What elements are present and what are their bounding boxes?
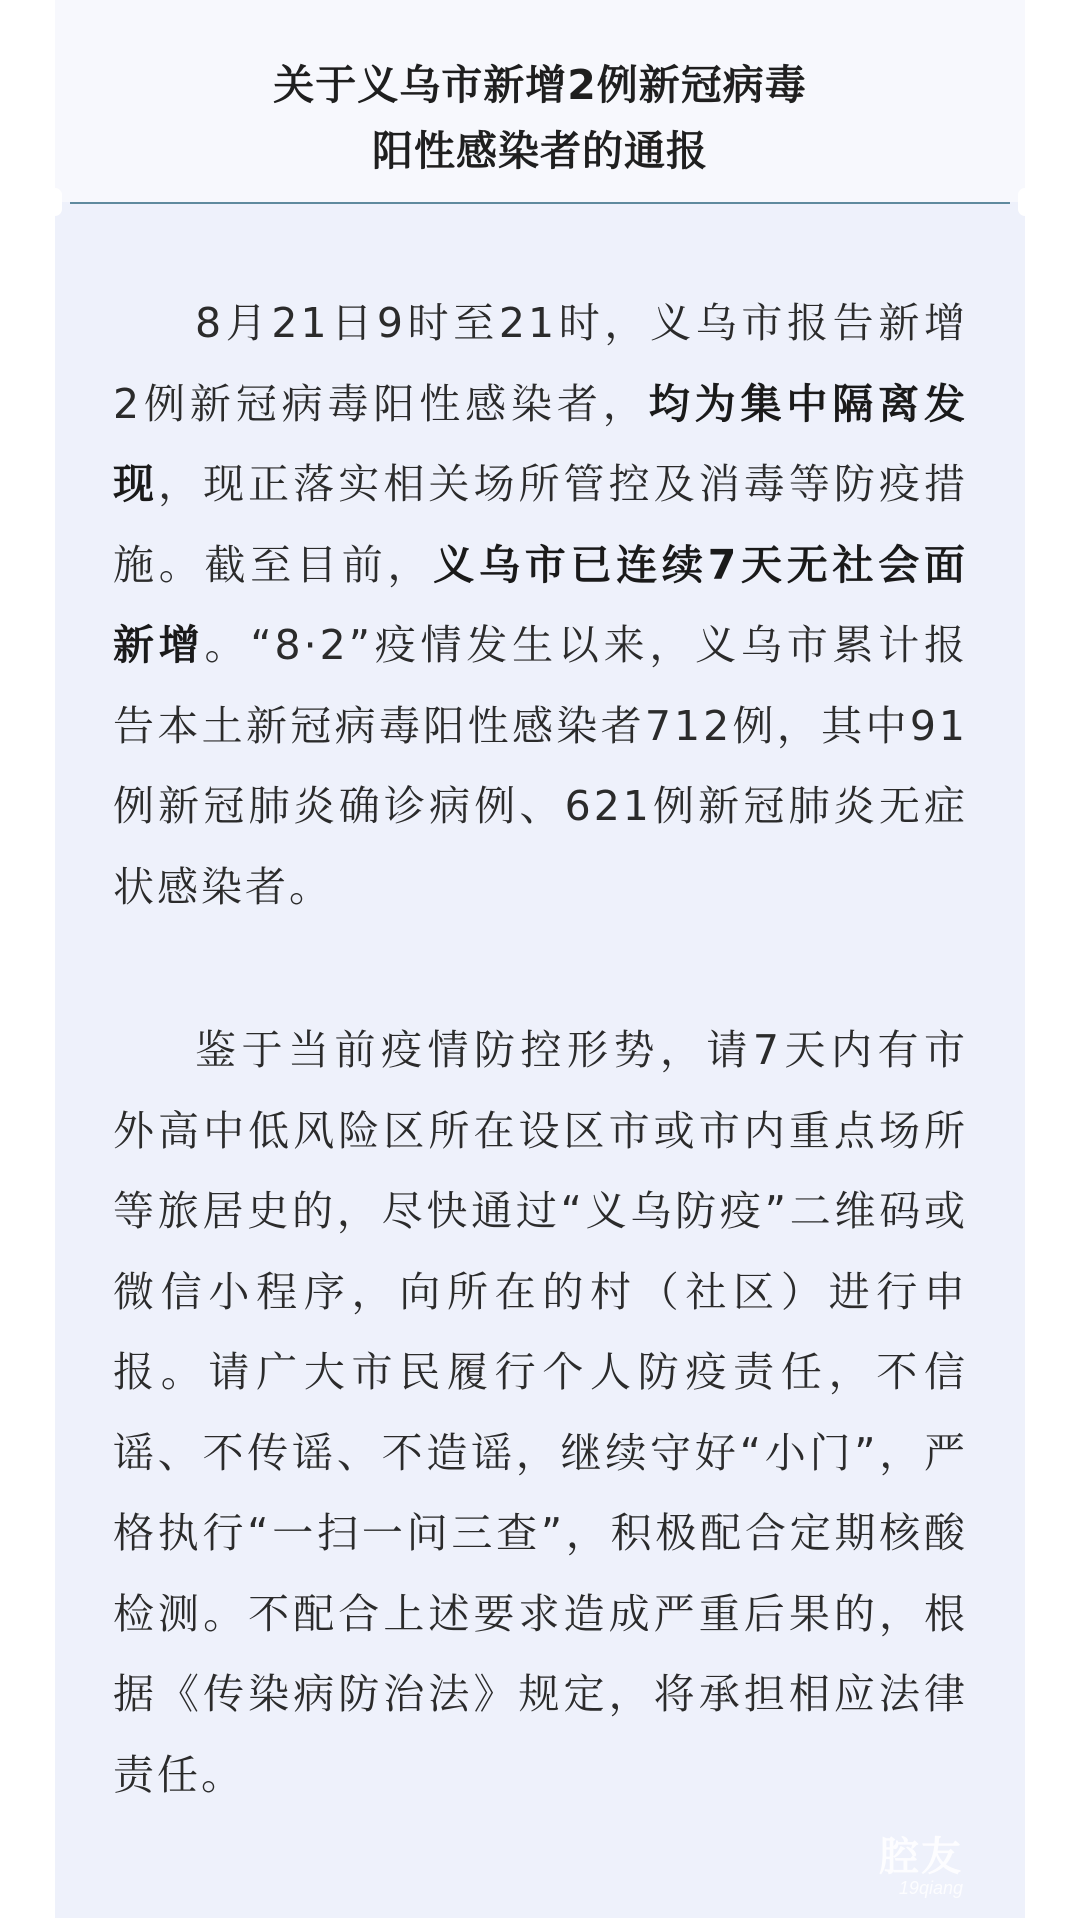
title-line-1: 关于义乌市新增2例新冠病毒 — [273, 61, 807, 109]
title-header — [55, 0, 1025, 202]
paragraph-2 — [113, 1010, 968, 1815]
announcement-card — [55, 0, 1025, 1918]
paragraph-1-text-1: 8月21日9时至21时，义乌市报告新增2例新冠病毒阳性感染者， — [113, 299, 968, 428]
title-line-2: 阳性感染者的通报 — [372, 127, 708, 175]
paragraph-1-text-2: ，现正落实相关场所管控及消毒等防疫措施。截至目前， — [113, 460, 969, 589]
paragraph-2-text: 鉴于当前疫情防控形势，请7天内有市外高中低风险区所在设区市或市内重点场所等旅居史的，尽快通过“义乌防疫”二维码或微信小程序，向所在的村（社区）进行申报。请广大市民履行个人防疫责任，不信谣、不传谣、不造谣，继续守好“小门”，严格执行“一扫一问三查”，积极配合定期核酸检测。不配合上述要求造成严重后果的，根据《传染病防治法》规定，将承担相应法律责任。 — [113, 1026, 968, 1799]
paragraph-1-bold-2: 义乌市已连续7天无社会面新增 — [113, 540, 969, 669]
page-title — [55, 52, 1025, 184]
paragraph-1 — [113, 283, 968, 927]
paragraph-1-bold-1: 均为集中隔离发现 — [113, 379, 969, 508]
article-body — [113, 283, 968, 1815]
header-notch-right — [1018, 188, 1032, 216]
watermark-sub: 19qiang — [898, 1878, 963, 1898]
watermark-main: 腔友 — [879, 1835, 963, 1879]
watermark-logo — [879, 1836, 963, 1898]
title-divider — [70, 202, 1010, 204]
paragraph-1-text-3: 。“8·2”疫情发生以来，义乌市累计报告本土新冠病毒阳性感染者712例，其中91例新冠肺炎确诊病例、621例新冠肺炎无症状感染者。 — [113, 621, 969, 911]
header-notch-left — [48, 188, 62, 216]
